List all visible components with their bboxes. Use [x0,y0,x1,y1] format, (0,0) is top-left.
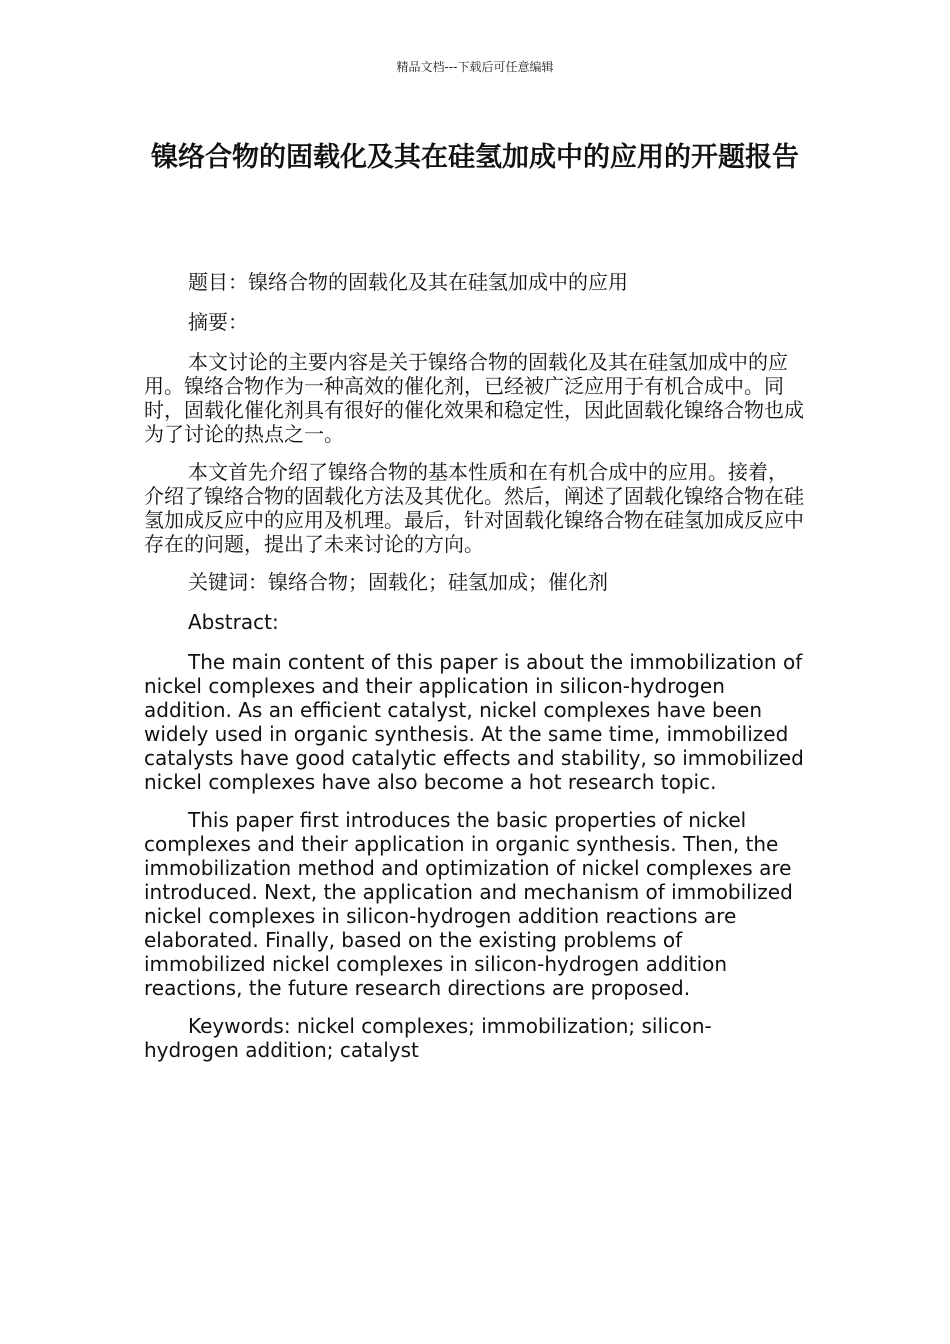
keywords-cn: 关键词：镍络合物；固载化；硅氢加成；催化剂 [188,570,608,594]
page-header: 精品文档---下载后可任意编辑 [396,60,554,74]
abstract-paragraph-en-2: This paper first introduces the basic properties of nickel complexes and their application in organic synthesis. Then, the immobilization method and optimization of nickel complexes are introduced. Next, the application and mechanism of immobilized nickel complexes in silicon-hydrogen addition reactions are elaborated. Finally, based on the existing problems of immobilized nickel complexes in silicon-hydrogen addition reactions, the future research directions are proposed. [144,808,793,1000]
keywords-en: Keywords: nickel complexes; immobilization; silicon-hydrogen addition; catalyst [144,1014,712,1062]
document-title: 镍络合物的固载化及其在硅氢加成中的应用的开题报告 [151,142,799,173]
document-body [144,270,806,1076]
abstract-paragraph-cn-2: 本文首先介绍了镍络合物的基本性质和在有机合成中的应用。接着，介绍了镍络合物的固载化方法及其优化。然后，阐述了固载化镍络合物在硅氢加成反应中的应用及机理。最后，针对固载化镍络合物在硅氢加成反应中存在的问题，提出了未来讨论的方向。 [144,460,804,556]
abstract-paragraph-en-1: The main content of this paper is about the immobilization of nickel complexes and their application in silicon-hydrogen addition. As an efficient catalyst, nickel complexes have been widely used in organic synthesis. At the same time, immobilized catalysts have good catalytic effects and stability, so immobilized nickel complexes have also become a hot research topic. [144,650,804,794]
abstract-label-cn: 摘要： [188,310,248,334]
abstract-label-en: Abstract: [188,610,279,634]
topic-line: 题目：镍络合物的固载化及其在硅氢加成中的应用 [188,270,628,294]
abstract-paragraph-cn-1: 本文讨论的主要内容是关于镍络合物的固载化及其在硅氢加成中的应用。镍络合物作为一种高效的催化剂，已经被广泛应用于有机合成中。同时，固载化催化剂具有很好的催化效果和稳定性，因此固载化镍络合物也成为了讨论的热点之一。 [144,350,804,446]
